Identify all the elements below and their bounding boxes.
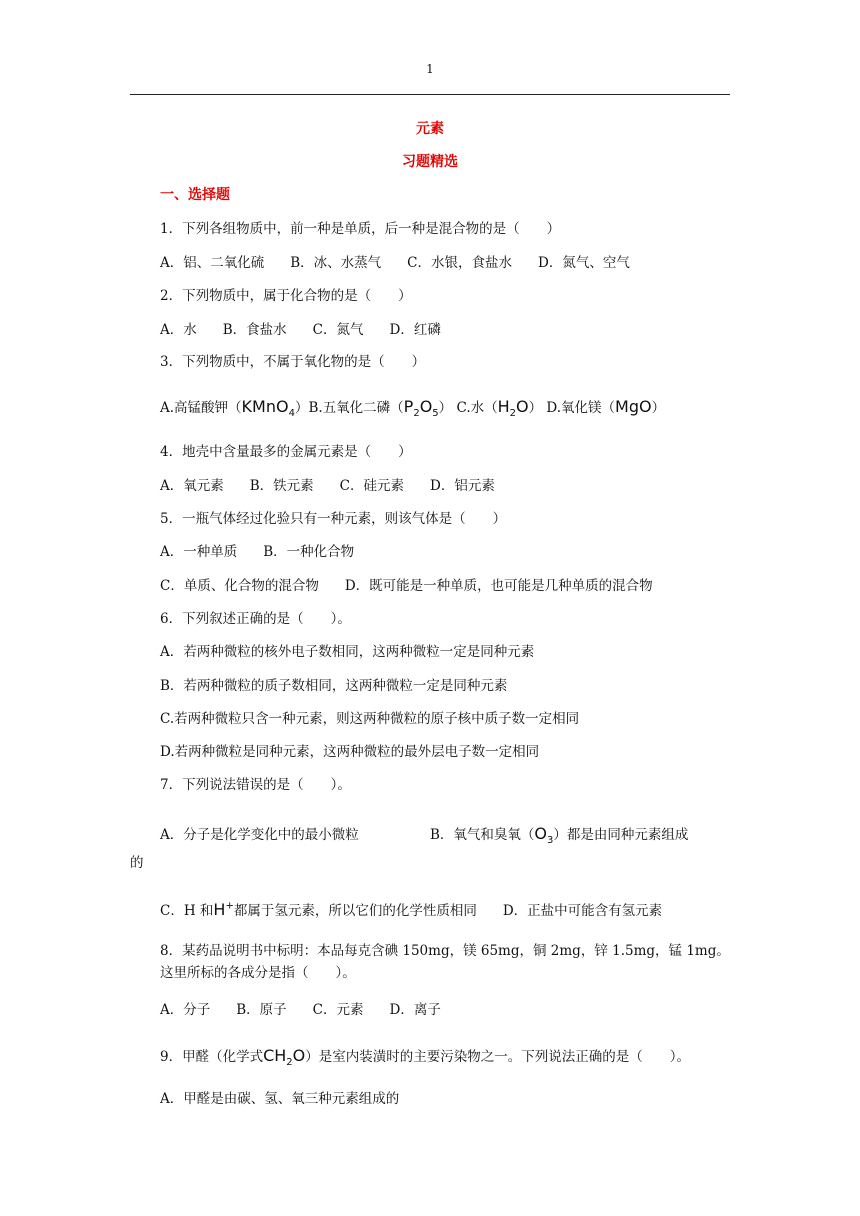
q3-options <box>160 396 665 419</box>
q9-stem-post: ）是室内装潢时的主要污染物之一。下列说法正确的是（ ）。 <box>305 1049 691 1065</box>
formula-p2o5 <box>403 397 439 420</box>
formula-subscript: 2 <box>413 408 420 420</box>
formula-mgo: MgO <box>615 397 652 416</box>
q5-option-a: A．一种单质 <box>160 544 238 560</box>
formula-ch2o <box>263 1046 306 1069</box>
q4-option-a: A．氧元素 <box>160 478 224 494</box>
q5-option-c: C．单质、化合物的混合物 <box>160 578 319 594</box>
formula-text: H <box>213 900 226 919</box>
paren: ） <box>651 400 666 416</box>
q6-option-c: C.若两种微粒只含一种元素，则这两种微粒的原子核中质子数一定相同 <box>160 711 580 727</box>
q4-stem: 4．地壳中含量最多的金属元素是（ ） <box>160 444 412 460</box>
q5-options-row2 <box>160 574 653 594</box>
q7-option-b <box>430 824 689 847</box>
formula-text: O <box>419 397 433 416</box>
q2-stem: 2．下列物质中，属于化合物的是（ ） <box>160 288 412 304</box>
paren: ） <box>294 400 309 416</box>
formula-text: O <box>292 1046 306 1065</box>
q8-option-d: D．离子 <box>389 1002 441 1018</box>
page-number: 1 <box>426 62 434 76</box>
header-rule <box>130 94 730 95</box>
q5-stem: 5．一瓶气体经过化验只有一种元素，则该气体是（ ） <box>160 511 507 527</box>
q9-stem-pre: 9．甲醛（化学式 <box>160 1049 264 1065</box>
formula-subscript: 2 <box>286 1057 293 1069</box>
q2-option-d: D．红磷 <box>389 322 441 338</box>
q7-options-row1 <box>160 823 688 846</box>
q4-option-c: C．硅元素 <box>339 478 405 494</box>
q3-option-d <box>546 397 666 416</box>
formula-subscript: 3 <box>547 835 554 847</box>
formula-h-plus <box>213 900 233 919</box>
q3-option-a-label: A.高锰酸钾（ <box>160 400 242 416</box>
q9-stem <box>160 1045 690 1068</box>
q5-option-b: B．一种化合物 <box>263 544 355 560</box>
q6-stem: 6．下列叙述正确的是（ ）。 <box>160 611 351 627</box>
q5-option-d: D．既可能是一种单质，也可能是几种单质的混合物 <box>344 578 653 594</box>
formula-o3 <box>534 824 554 847</box>
q3-option-b-label: B.五氧化二磷（ <box>308 400 404 416</box>
paren: ） <box>528 400 543 416</box>
q7-option-c-text: 都属于氢元素，所以它们的化学性质相同 <box>233 903 477 919</box>
q3-stem: 3．下列物质中，不属于氧化物的是（ ） <box>160 354 426 370</box>
formula-subscript: 5 <box>432 408 439 420</box>
q8-option-a: A．分子 <box>160 1002 211 1018</box>
formula-text: O <box>516 397 529 416</box>
q1-option-b: B．冰、水蒸气 <box>290 255 382 271</box>
formula-subscript: 2 <box>509 408 517 420</box>
formula-subscript: 4 <box>288 408 295 420</box>
formula-h2o <box>497 397 529 420</box>
q2-option-c: C．氮气 <box>312 322 364 338</box>
formula-text: P <box>403 397 414 416</box>
q1-stem: 1．下列各组物质中，前一种是单质，后一种是混合物的是（ ） <box>160 221 561 237</box>
formula-text: H <box>497 397 510 416</box>
formula-text: O <box>534 824 548 843</box>
formula-text: KMnO <box>241 397 289 416</box>
section-heading: 一、选择题 <box>160 187 230 203</box>
formula-kmno4 <box>241 397 295 420</box>
q1-option-a: A．铝、二氧化硫 <box>160 255 265 271</box>
q3-option-d-label: D.氧化镁（ <box>546 400 616 416</box>
q3-option-b <box>308 397 453 420</box>
formula-superscript: + <box>225 900 234 912</box>
q7-stem: 7．下列说法错误的是（ ）。 <box>160 777 351 793</box>
q2-option-b: B．食盐水 <box>222 322 287 338</box>
q7-options-row2 <box>160 899 662 919</box>
document-subtitle: 习题精选 <box>402 154 458 170</box>
q7-option-b-text: ）都是由同种元素组成 <box>553 827 689 843</box>
q8-option-b: B．原子 <box>236 1002 287 1018</box>
q7-option-b-continuation: 的 <box>130 855 144 871</box>
q3-option-c-label: C.水（ <box>456 400 498 416</box>
q7-option-a: A．分子是化学变化中的最小微粒 <box>160 827 359 843</box>
q8-stem: 8．某药品说明书中标明：本品每克含碘 150mg，镁 65mg，铜 2mg，锌 1.5mg，锰 1mg。这里所标的各成分是指（ ）。 <box>160 943 730 981</box>
q1-options <box>160 251 630 271</box>
q7-option-d: D．正盐中可能含有氢元素 <box>502 903 663 919</box>
q1-option-c: C．水银，食盐水 <box>407 255 513 271</box>
paren: ） <box>438 400 453 416</box>
document-title: 元素 <box>416 121 444 137</box>
q3-option-c <box>456 397 543 420</box>
q7-option-b-label: B．氧气和臭氧（ <box>430 827 535 843</box>
q8-option-c: C．元素 <box>312 1002 364 1018</box>
q8-options <box>160 998 441 1018</box>
formula-text: CH <box>263 1046 287 1065</box>
q7-option-c-label: C．H 和 <box>160 903 214 919</box>
q1-option-d: D．氮气、空气 <box>538 255 630 271</box>
q2-option-a: A．水 <box>160 322 197 338</box>
q6-option-b: B．若两种微粒的质子数相同，这两种微粒一定是同种元素 <box>160 678 508 694</box>
q3-option-a <box>160 397 309 420</box>
q6-option-d: D.若两种微粒是同种元素，这两种微粒的最外层电子数一定相同 <box>160 744 540 760</box>
q4-option-b: B．铁元素 <box>249 478 314 494</box>
q7-option-c <box>160 900 477 919</box>
q5-options-row1 <box>160 540 354 560</box>
q4-option-d: D．铝元素 <box>430 478 495 494</box>
q9-option-a: A．甲醛是由碳、氢、氧三种元素组成的 <box>160 1091 400 1107</box>
q6-option-a: A．若两种微粒的核外电子数相同，这两种微粒一定是同种元素 <box>160 644 535 660</box>
q4-options <box>160 474 495 494</box>
q2-options <box>160 318 441 338</box>
